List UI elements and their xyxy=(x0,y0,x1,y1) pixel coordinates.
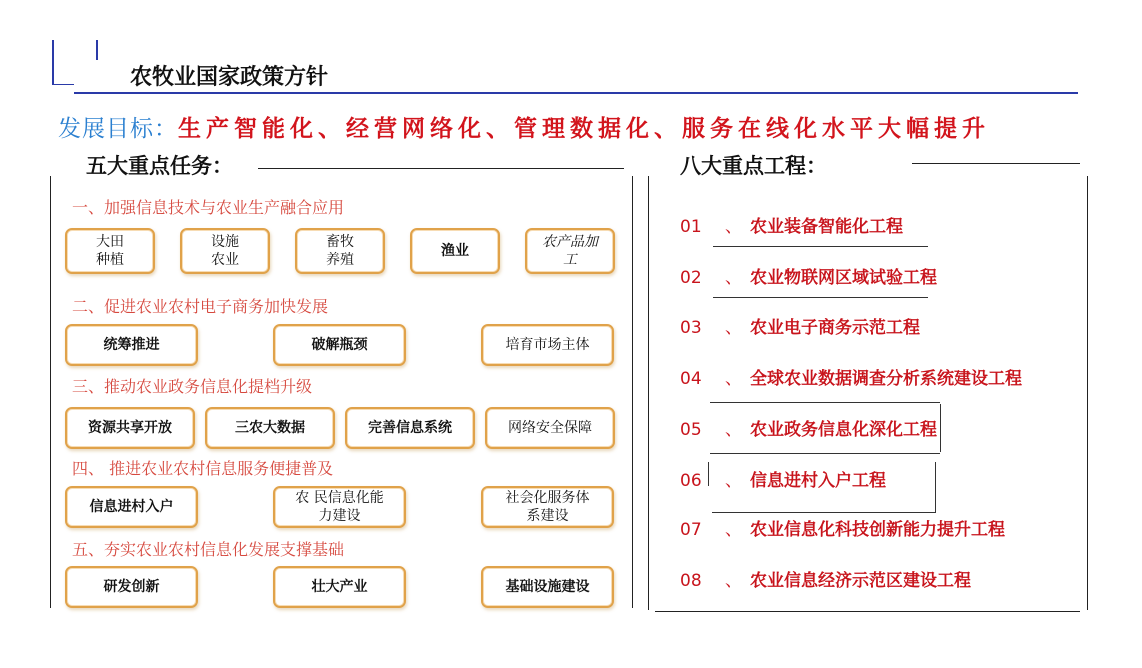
task-item-button[interactable] xyxy=(525,228,615,274)
task-item-button[interactable] xyxy=(65,566,198,608)
project-name: 农业装备智能化工程 xyxy=(750,217,903,237)
task-item-button[interactable] xyxy=(65,324,198,366)
project-name: 农业信息经济示范区建设工程 xyxy=(750,571,971,591)
goal-label: 发展目标： xyxy=(58,116,178,142)
project-item: 07 、 农业信息化科技创新能力提升工程 xyxy=(680,520,1005,540)
task-item-button[interactable] xyxy=(481,324,614,366)
goal-text: 生产智能化、经营网络化、管理数据化、服务在线化水平大幅提升 xyxy=(178,115,990,142)
project-bracket xyxy=(935,462,936,512)
task-item-button[interactable] xyxy=(205,407,335,449)
project-item: 08 、 农业信息经济示范区建设工程 xyxy=(680,571,971,591)
project-name: 农业政务信息化深化工程 xyxy=(750,420,937,440)
goal-line xyxy=(58,110,990,143)
project-item: 04 、 全球农业数据调查分析系统建设工程 xyxy=(680,369,1022,389)
task-item-button[interactable] xyxy=(410,228,500,274)
task-item-label: 大田 种植 xyxy=(96,234,124,268)
task-item-label: 社会化服务体 系建设 xyxy=(505,490,590,524)
project-item: 05 、 农业政务信息化深化工程 xyxy=(680,420,937,440)
task-item-label: 农产品加 工 xyxy=(542,234,598,268)
corner-decoration xyxy=(52,40,74,85)
project-item: 03 、 农业电子商务示范工程 xyxy=(680,318,920,338)
project-number: 06 xyxy=(680,471,702,491)
task-item-button[interactable] xyxy=(481,566,614,608)
project-number: 01 xyxy=(680,217,702,237)
projects-heading-rule xyxy=(912,163,1080,164)
project-divider xyxy=(713,246,928,247)
task-group-title: 五、夯实农业农村信息化发展支撑基础 xyxy=(72,540,345,559)
project-item: 02 、 农业物联网区域试验工程 xyxy=(680,268,937,288)
tasks-heading-rule xyxy=(258,168,624,169)
task-item-label: 统筹推进 xyxy=(103,337,160,353)
page-title: 农牧业国家政策方针 xyxy=(130,65,329,90)
task-item-label: 信息进村入户 xyxy=(89,499,174,515)
project-number: 05 xyxy=(680,420,702,440)
project-bracket xyxy=(708,462,709,486)
task-item-button[interactable] xyxy=(485,407,615,449)
task-group-title: 三、推动农业政务信息化提档升级 xyxy=(72,377,313,396)
task-group-title: 四、 推进农业农村信息服务便捷普及 xyxy=(72,459,334,478)
project-number: 03 xyxy=(680,318,702,338)
task-item-button[interactable] xyxy=(65,486,198,528)
task-item-button[interactable] xyxy=(65,407,195,449)
project-name: 农业信息化科技创新能力提升工程 xyxy=(750,520,1005,540)
project-item: 01 、 农业装备智能化工程 xyxy=(680,217,903,237)
project-number: 08 xyxy=(680,571,702,591)
task-item-button[interactable] xyxy=(295,228,385,274)
project-item: 06 、 信息进村入户工程 xyxy=(680,471,886,491)
project-number: 04 xyxy=(680,369,702,389)
task-group-title: 二、促进农业农村电子商务加快发展 xyxy=(72,297,329,316)
task-group-title: 一、加强信息技术与农业生产融合应用 xyxy=(72,198,345,217)
project-name: 农业物联网区域试验工程 xyxy=(750,268,937,288)
project-divider xyxy=(713,297,928,298)
project-divider xyxy=(712,512,936,513)
task-item-label: 壮大产业 xyxy=(311,579,368,595)
task-item-label: 畜牧 养殖 xyxy=(326,234,354,268)
project-number: 02 xyxy=(680,268,702,288)
task-item-label: 三农大数据 xyxy=(235,420,305,436)
project-number: 07 xyxy=(680,520,702,540)
task-item-label: 破解瓶颈 xyxy=(311,337,368,353)
projects-heading: 八大重点工程： xyxy=(680,154,827,178)
project-name: 全球农业数据调查分析系统建设工程 xyxy=(750,369,1022,389)
project-divider xyxy=(710,402,940,403)
task-item-button[interactable] xyxy=(273,324,406,366)
task-item-button[interactable] xyxy=(180,228,270,274)
task-item-label: 培育市场主体 xyxy=(505,337,590,353)
task-item-button[interactable] xyxy=(345,407,475,449)
task-item-label: 农 民信息化能 力建设 xyxy=(295,490,384,524)
projects-panel xyxy=(648,176,1088,610)
task-item-label: 设施 农业 xyxy=(211,234,239,268)
tasks-heading: 五大重点任务： xyxy=(86,154,233,178)
corner-decoration-tick xyxy=(96,40,98,60)
task-item-label: 研发创新 xyxy=(103,579,160,595)
task-item-label: 网络安全保障 xyxy=(508,420,592,436)
project-name: 农业电子商务示范工程 xyxy=(750,318,920,338)
task-item-button[interactable] xyxy=(273,486,406,528)
project-bracket xyxy=(940,404,941,452)
project-name: 信息进村入户工程 xyxy=(750,471,886,491)
project-divider xyxy=(710,453,940,454)
task-item-label: 渔业 xyxy=(441,243,469,259)
task-item-label: 资源共享开放 xyxy=(88,420,172,436)
projects-panel-bottom-rule xyxy=(655,611,1080,612)
task-item-button[interactable] xyxy=(273,566,406,608)
task-item-label: 完善信息系统 xyxy=(368,420,452,436)
task-item-label: 基础设施建设 xyxy=(505,579,590,595)
task-item-button[interactable] xyxy=(481,486,614,528)
task-item-button[interactable] xyxy=(65,228,155,274)
title-rule xyxy=(74,92,1078,94)
